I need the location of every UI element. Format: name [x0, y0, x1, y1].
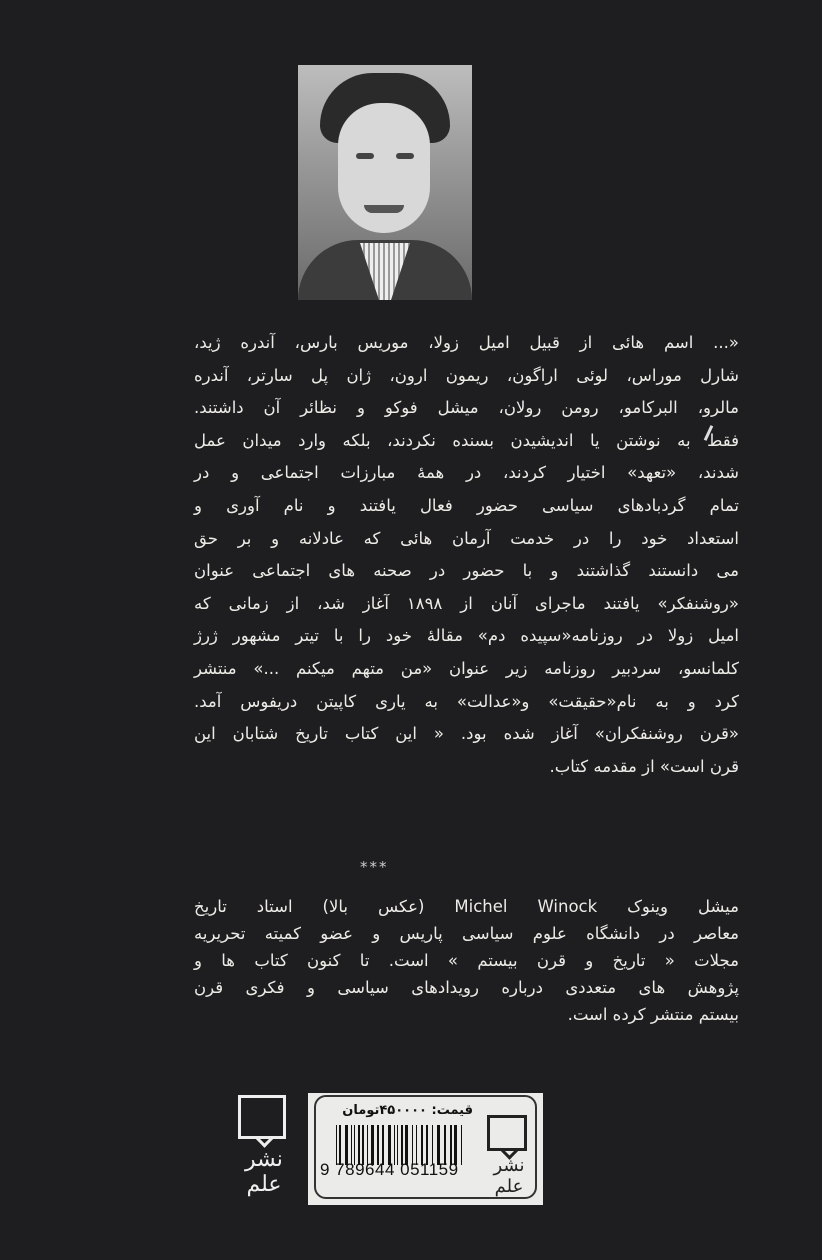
- barcode-stripe: [377, 1125, 379, 1165]
- quote-line: کرد و به نام«حقیقت» و«عدالت» به یاری کاپیتن دریفوس آمد.: [194, 691, 739, 711]
- quote-line: می دانستند گذاشتند و با حضور در صحنه های اجتماعی عنوان: [194, 561, 739, 581]
- barcode-stripe: [382, 1125, 384, 1165]
- quote-line: استعداد خود را در خدمت آرمان هائی که عادلانه و بر حق: [194, 528, 739, 548]
- section-separator: ***: [360, 858, 389, 876]
- quote-line: شدند، «تعهد» اختیار کردند، در همهٔ مبارزات اجتماعی و در: [194, 463, 739, 483]
- bio-line: بیستم منتشر کرده است.: [567, 1005, 739, 1024]
- publisher-logo: [238, 1095, 290, 1197]
- barcode-stripe: [371, 1125, 374, 1165]
- price-barcode-sticker: [308, 1093, 543, 1205]
- barcode-stripe: [367, 1125, 368, 1165]
- quote-line: «روشنفکر» یافتند ماجرای آنان از ۱۸۹۸ آغاز شد، از زمانی که: [194, 593, 739, 613]
- bio-line: معاصر در دانشگاه علوم سیاسی پاریس و عضو کمیته تحریریه: [194, 924, 739, 943]
- barcode-stripe: [461, 1125, 462, 1165]
- barcode-stripe: [339, 1125, 341, 1165]
- barcode-stripe: [437, 1125, 440, 1165]
- bio-line: مجلات « تاریخ و قرن بیستم » است. تا کنون کتاب ها و: [194, 951, 739, 970]
- publisher-logo-text: نشر علم: [245, 1147, 283, 1197]
- sticker-logo-text: نشر علم: [493, 1155, 525, 1197]
- barcode-stripe: [416, 1125, 417, 1165]
- barcode-stripe: [354, 1125, 355, 1165]
- book-icon: [487, 1115, 527, 1151]
- barcode-stripe: [432, 1125, 433, 1165]
- sticker-publisher-logo: [487, 1115, 531, 1197]
- barcode-stripe: [397, 1125, 398, 1165]
- quote-line: امیل زولا در روزنامه«سپیده دم» مقالهٔ خود را با تیتر مشهور ژرژ: [194, 626, 739, 646]
- isbn-number: 9 789644 051159: [320, 1160, 459, 1179]
- barcode-stripe: [351, 1125, 352, 1165]
- bio-line: میشل وینوک Michel Winock (عکس بالا) استاد تاریخ: [194, 897, 740, 916]
- price-label: قیمت: ۴۵۰۰۰۰تومان: [342, 1103, 473, 1118]
- barcode-stripe: [358, 1125, 360, 1165]
- quote-line: قرن است» از مقدمه کتاب.: [549, 756, 739, 776]
- barcode-stripe: [450, 1125, 452, 1165]
- quote-line: شارل موراس، لوئی اراگون، ریمون ارون، ژان پل سارتر، آندره: [194, 365, 739, 385]
- author-photo: [298, 65, 472, 300]
- quote-line: «قرن روشنفکران» آغاز شده بود. « این کتاب تاریخ شتابان این: [194, 724, 739, 744]
- bio-line: پژوهش های متعددی درباره رویدادهای سیاسی و فکری قرن: [194, 978, 739, 997]
- barcode-stripe: [345, 1125, 348, 1165]
- barcode-stripe: [388, 1125, 391, 1165]
- barcode-stripe: [426, 1125, 428, 1165]
- quote-line: «... اسم هائی از قبیل امیل زولا، موریس بارس، آندره ژید،: [194, 333, 739, 352]
- barcode-stripe: [454, 1125, 457, 1165]
- barcode-stripe: [421, 1125, 423, 1165]
- barcode-stripe: [444, 1125, 446, 1165]
- quote-line: مالرو، البرکامو، رومن رولان، میشل فوکو و نظائر آن داشتند.: [194, 398, 739, 418]
- author-bio: [194, 893, 739, 1028]
- barcode-stripe: [362, 1125, 364, 1165]
- quote-line: فقط به نوشتن یا اندیشیدن بسنده نکردند، بلکه وارد میدان عمل: [194, 430, 739, 450]
- quote-line: کلمانسو، سردبیر روزنامه زیر عنوان «من متهم میکنم ...» منتشر: [194, 658, 739, 678]
- intro-quote: [194, 327, 739, 783]
- barcode-stripe: [394, 1125, 395, 1165]
- quote-line: تمام گردبادهای سیاسی حضور فعال یافتند و نام آوری و: [194, 495, 739, 515]
- book-icon: [238, 1095, 286, 1139]
- barcode-stripe: [336, 1125, 337, 1165]
- barcode-stripe: [401, 1125, 403, 1165]
- barcode-stripe: [405, 1125, 408, 1165]
- barcode-stripe: [412, 1125, 413, 1165]
- barcode: [336, 1125, 476, 1165]
